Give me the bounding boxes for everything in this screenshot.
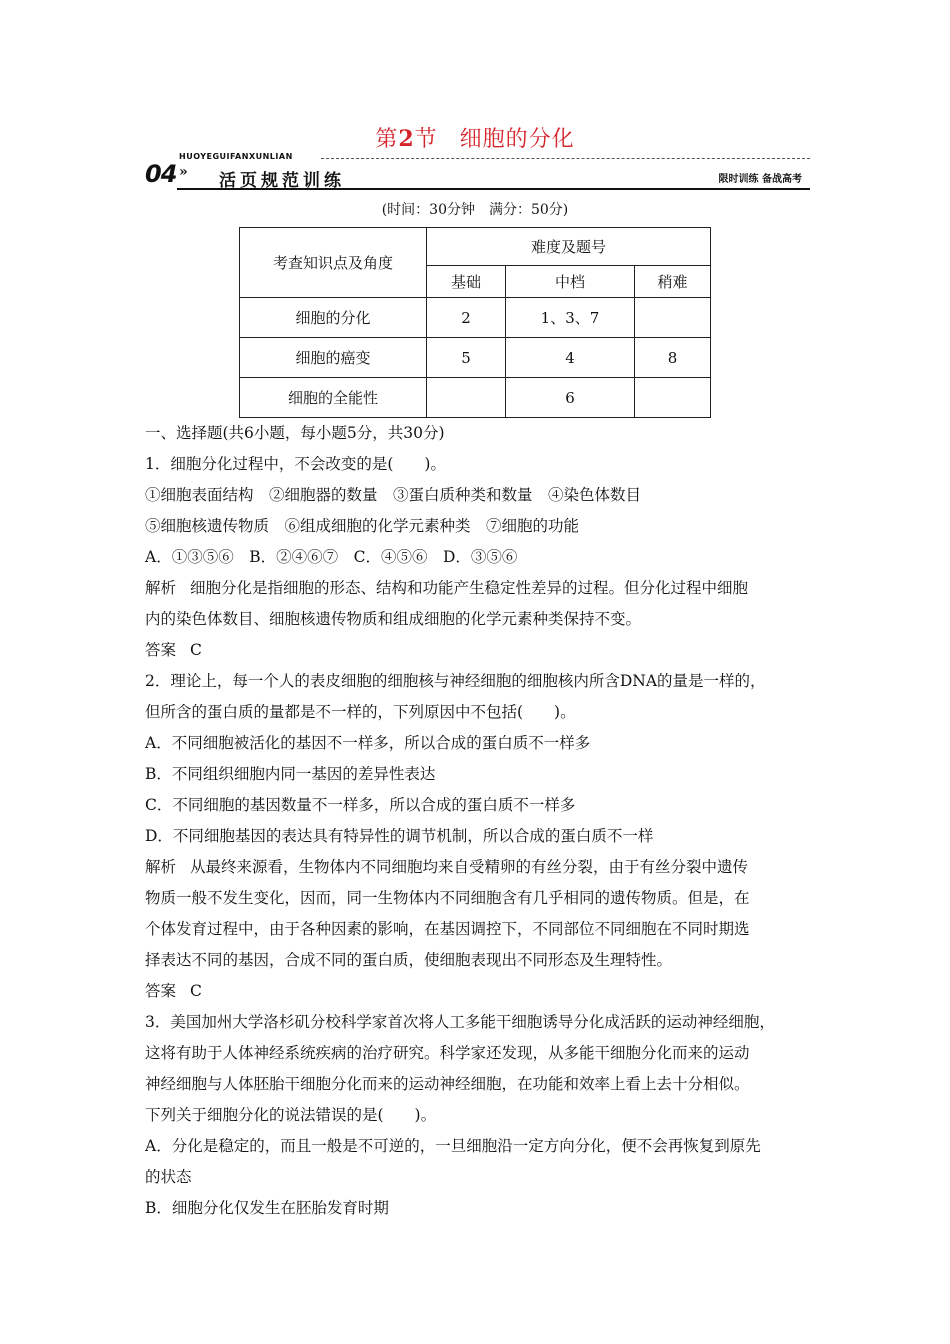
table-row: [240, 298, 711, 338]
banner-pinyin: HUOYEGUIFANXUNLIAN: [179, 152, 293, 161]
table-cell-basic: 5: [427, 338, 506, 378]
q2-stem-line1: 2．理论上，每一个人的表皮细胞的细胞核与神经细胞的细胞核内所含DNA的量是一样的，: [145, 672, 766, 690]
section-heading: 一、选择题(共6小题，每小题5分，共30分): [145, 424, 445, 442]
table-cell-topic: 细胞的分化: [240, 298, 427, 338]
table-cell-basic: [427, 378, 506, 418]
q1-options: A．①③⑤⑥ B．②④⑥⑦ C．④⑤⑥ D．③⑤⑥: [145, 548, 518, 566]
table-cell-hard: 8: [635, 338, 711, 378]
table-row: [240, 338, 711, 378]
q2-analysis-line1: [145, 852, 815, 883]
table-cell-topic: 细胞的癌变: [240, 338, 427, 378]
q1-answer: [145, 635, 815, 666]
q2-answer: [145, 976, 815, 1007]
q2-option-c: C．不同细胞的基因数量不一样多，所以合成的蛋白质不一样多: [145, 796, 576, 814]
q2-option-a: A．不同细胞被活化的基因不一样多，所以合成的蛋白质不一样多: [145, 734, 591, 752]
q2-option-b: B．不同组织细胞内同一基因的差异性表达: [145, 765, 436, 783]
section-banner: [143, 152, 810, 192]
q3-option-a-line2: 的状态: [145, 1168, 192, 1186]
banner-right-tag: 限时训练 备战高考: [718, 174, 802, 185]
title-text: 细胞的分化: [459, 127, 575, 152]
q3-option-b: B．细胞分化仅发生在胚胎发育时期: [145, 1199, 389, 1217]
answer-label: 答案: [145, 641, 177, 659]
table-header-topic: 考查知识点及角度: [240, 228, 427, 298]
table-cell-basic: 2: [427, 298, 506, 338]
q2-analysis-line3: 个体发育过程中，由于各种因素的影响，在基因调控下，不同部位不同细胞在不同时期选: [145, 920, 750, 938]
banner-heading: 活页规范训练: [219, 171, 345, 191]
q1-items-line2: ⑤细胞核遗传物质 ⑥组成细胞的化学元素种类 ⑦细胞的功能: [145, 517, 580, 535]
q3-stem-line4: 下列关于细胞分化的说法错误的是( )。: [145, 1106, 437, 1124]
q3-stem-line2: 这将有助于人体神经系统疾病的治疗研究。科学家还发现，从多能干细胞分化而来的运动: [145, 1044, 750, 1062]
q2-stem-line2: 但所含的蛋白质的量都是不一样的，下列原因中不包括( )。: [145, 703, 576, 721]
q3-stem-line1: 3．美国加州大学洛杉矶分校科学家首次将人工多能干细胞诱导分化成活跃的运动神经细胞，: [145, 1013, 775, 1031]
table-header-difficulty: 难度及题号: [427, 228, 711, 266]
answer-label: 答案: [145, 982, 177, 1000]
analysis-text: 细胞分化是指细胞的形态、结构和功能产生稳定性差异的过程。但分化过程中细胞: [190, 579, 749, 597]
table-level-basic: 基础: [427, 266, 506, 298]
q1-stem: 1．细胞分化过程中，不会改变的是( )。: [145, 455, 446, 473]
time-score-info: (时间：30分钟 满分：50分): [381, 202, 569, 218]
title-section-word: 节: [414, 127, 438, 152]
answer-value: C: [190, 982, 202, 1000]
banner-rule: [177, 188, 810, 190]
q2-analysis-line4: 择表达不同的基因，合成不同的蛋白质，使细胞表现出不同形态及生理特性。: [145, 951, 673, 969]
analysis-label: 解析: [145, 858, 177, 876]
table-level-hard: 稍难: [635, 266, 711, 298]
page-title: [0, 122, 950, 153]
table-cell-medium: 4: [506, 338, 635, 378]
question-content: [145, 418, 815, 1224]
table-cell-medium: 6: [506, 378, 635, 418]
q2-option-d: D．不同细胞基因的表达具有特异性的调节机制，所以合成的蛋白质不一样: [145, 827, 654, 845]
chevron-icon: »: [179, 164, 188, 180]
table-cell-hard: [635, 298, 711, 338]
banner-badge: 04: [145, 160, 177, 188]
q1-analysis-line2: 内的染色体数目、细胞核遗传物质和组成细胞的化学元素种类保持不变。: [145, 610, 642, 628]
table-row: [240, 378, 711, 418]
answer-value: C: [190, 641, 202, 659]
q3-stem-line3: 神经细胞与人体胚胎干细胞分化而来的运动神经细胞，在功能和效率上看上去十分相似。: [145, 1075, 750, 1093]
q3-option-a-line1: A．分化是稳定的，而且一般是不可逆的，一旦细胞沿一定方向分化，便不会再恢复到原先: [145, 1137, 761, 1155]
table-level-medium: 中档: [506, 266, 635, 298]
q2-analysis-line2: 物质一般不发生变化，因而，同一生物体内不同细胞含有几乎相同的遗传物质。但是，在: [145, 889, 750, 907]
title-number: 2: [398, 126, 415, 152]
table-cell-hard: [635, 378, 711, 418]
q1-items-line1: ①细胞表面结构 ②细胞器的数量 ③蛋白质种类和数量 ④染色体数目: [145, 486, 642, 504]
analysis-label: 解析: [145, 579, 177, 597]
banner-dotted-line: [321, 158, 810, 159]
table-cell-medium: 1、3、7: [506, 298, 635, 338]
knowledge-table: [239, 227, 711, 418]
q1-analysis-line1: [145, 573, 815, 604]
analysis-text: 从最终来源看，生物体内不同细胞均来自受精卵的有丝分裂，由于有丝分裂中遗传: [190, 858, 749, 876]
title-prefix: 第: [375, 127, 399, 152]
table-cell-topic: 细胞的全能性: [240, 378, 427, 418]
